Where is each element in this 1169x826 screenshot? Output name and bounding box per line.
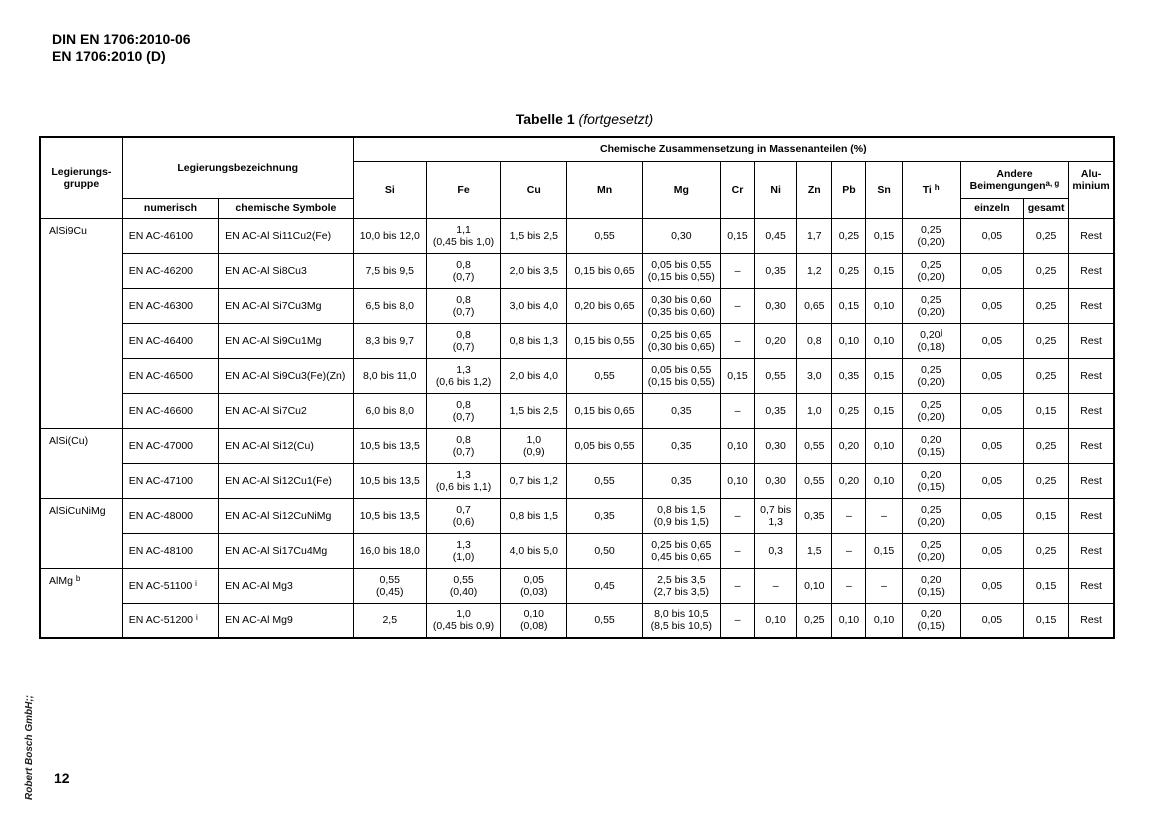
cell-pb: – — [832, 498, 866, 533]
cell-sn: 0,15 — [866, 253, 902, 288]
cell-gesamt: 0,25 — [1024, 463, 1069, 498]
cell-numerisch: EN AC-48000 — [122, 498, 218, 533]
cell-fe: 1,3 (1,0) — [426, 533, 500, 568]
cell-mg: 0,35 — [642, 463, 720, 498]
header-fe: Fe — [426, 161, 500, 218]
header-chemische-zusammensetzung: Chemische Zusammensetzung in Massenanteilen (%) — [353, 137, 1114, 161]
cell-mg: 8,0 bis 10,5 (8,5 bis 10,5) — [642, 603, 720, 638]
cell-mg: 0,30 bis 0,60 (0,35 bis 0,60) — [642, 288, 720, 323]
cell-al: Rest — [1069, 218, 1114, 253]
cell-einzeln: 0,05 — [960, 463, 1023, 498]
cell-al: Rest — [1069, 358, 1114, 393]
cell-ni: 0,3 — [755, 533, 797, 568]
cell-cr: – — [720, 288, 754, 323]
cell-einzeln: 0,05 — [960, 428, 1023, 463]
cell-mg: 0,25 bis 0,65 (0,30 bis 0,65) — [642, 323, 720, 358]
cell-zn: 1,0 — [797, 393, 832, 428]
header-andere-beimengungen: Andere Beimengungen$^{a, g}$ — [960, 161, 1068, 198]
cell-mg: 2,5 bis 3,5 (2,7 bis 3,5) — [642, 568, 720, 603]
cell-cu: 1,5 bis 2,5 — [501, 218, 567, 253]
cell-einzeln: 0,05 — [960, 218, 1023, 253]
header-aluminium: Alu-minium — [1069, 161, 1114, 218]
cell-pb: 0,25 — [832, 218, 866, 253]
cell-si: 10,5 bis 13,5 — [353, 428, 426, 463]
cell-mn: 0,15 bis 0,65 — [567, 393, 642, 428]
cell-cu: 2,0 bis 4,0 — [501, 358, 567, 393]
cell-einzeln: 0,05 — [960, 498, 1023, 533]
table-row — [40, 323, 1114, 358]
cell-zn: 0,10 — [797, 568, 832, 603]
cell-ti: 0,25 (0,20) — [902, 218, 960, 253]
cell-cu: 0,8 bis 1,3 — [501, 323, 567, 358]
document-header — [52, 31, 191, 65]
header-cu: Cu — [501, 161, 567, 218]
cell-fe: 0,8 (0,7) — [426, 323, 500, 358]
cell-einzeln: 0,05 — [960, 568, 1023, 603]
cell-cu: 2,0 bis 3,5 — [501, 253, 567, 288]
cell-numerisch: EN AC-48100 — [122, 533, 218, 568]
cell-si: 7,5 bis 9,5 — [353, 253, 426, 288]
cell-cr: 0,10 — [720, 463, 754, 498]
cell-gesamt: 0,15 — [1024, 568, 1069, 603]
cell-si: 8,0 bis 11,0 — [353, 358, 426, 393]
table-caption — [0, 111, 1169, 127]
header-numerisch: numerisch — [122, 198, 218, 218]
cell-sn: 0,10 — [866, 288, 902, 323]
cell-mn: 0,50 — [567, 533, 642, 568]
cell-ti: 0,20 (0,15) — [902, 463, 960, 498]
header-ti: Ti $^h$ — [902, 161, 960, 218]
cell-einzeln: 0,05 — [960, 533, 1023, 568]
cell-cr: 0,10 — [720, 428, 754, 463]
cell-ti: 0,20$^j$ (0,18) — [902, 323, 960, 358]
cell-cu: 1,0 (0,9) — [501, 428, 567, 463]
cell-numerisch: EN AC-46100 — [122, 218, 218, 253]
cell-zn: 1,7 — [797, 218, 832, 253]
cell-chemische-symbole: EN AC-Al Si12Cu1(Fe) — [219, 463, 354, 498]
cell-al: Rest — [1069, 463, 1114, 498]
cell-al: Rest — [1069, 568, 1114, 603]
cell-al: Rest — [1069, 253, 1114, 288]
cell-chemische-symbole: EN AC-Al Mg9 — [219, 603, 354, 638]
cell-legierungsgruppe: AlMg $^b$ — [40, 568, 122, 638]
cell-mn: 0,55 — [567, 603, 642, 638]
cell-chemische-symbole: EN AC-Al Si8Cu3 — [219, 253, 354, 288]
header-zn: Zn — [797, 161, 832, 218]
cell-legierungsgruppe: AlSi(Cu) — [40, 428, 122, 498]
cell-mg: 0,8 bis 1,5 (0,9 bis 1,5) — [642, 498, 720, 533]
cell-cu: 3,0 bis 4,0 — [501, 288, 567, 323]
cell-chemische-symbole: EN AC-Al Si9Cu3(Fe)(Zn) — [219, 358, 354, 393]
cell-pb: 0,35 — [832, 358, 866, 393]
cell-al: Rest — [1069, 603, 1114, 638]
cell-si: 6,5 bis 8,0 — [353, 288, 426, 323]
cell-cr: – — [720, 393, 754, 428]
cell-al: Rest — [1069, 323, 1114, 358]
cell-al: Rest — [1069, 498, 1114, 533]
cell-mn: 0,45 — [567, 568, 642, 603]
cell-cr: – — [720, 568, 754, 603]
cell-sn: – — [866, 568, 902, 603]
cell-sn: 0,15 — [866, 218, 902, 253]
table-row — [40, 533, 1114, 568]
cell-sn: 0,10 — [866, 323, 902, 358]
cell-fe: 1,0 (0,45 bis 0,9) — [426, 603, 500, 638]
cell-gesamt: 0,25 — [1024, 218, 1069, 253]
cell-zn: 1,5 — [797, 533, 832, 568]
cell-cr: – — [720, 323, 754, 358]
cell-gesamt: 0,25 — [1024, 533, 1069, 568]
cell-sn: 0,15 — [866, 358, 902, 393]
cell-legierungsgruppe: AlSi9Cu — [40, 218, 122, 428]
cell-chemische-symbole: EN AC-Al Mg3 — [219, 568, 354, 603]
cell-chemische-symbole: EN AC-Al Si12CuNiMg — [219, 498, 354, 533]
cell-mn: 0,35 — [567, 498, 642, 533]
cell-si: 16,0 bis 18,0 — [353, 533, 426, 568]
header-gruppe: Legierungs-gruppe — [40, 137, 122, 218]
cell-gesamt: 0,15 — [1024, 498, 1069, 533]
cell-zn: 3,0 — [797, 358, 832, 393]
cell-ni: 0,30 — [755, 428, 797, 463]
cell-numerisch: EN AC-46200 — [122, 253, 218, 288]
cell-si: 10,5 bis 13,5 — [353, 498, 426, 533]
cell-chemische-symbole: EN AC-Al Si12(Cu) — [219, 428, 354, 463]
side-watermark: Robert Bosch GmbH;; — [24, 695, 35, 800]
cell-gesamt: 0,25 — [1024, 253, 1069, 288]
cell-si: 2,5 — [353, 603, 426, 638]
cell-zn: 1,2 — [797, 253, 832, 288]
cell-ti: 0,25 (0,20) — [902, 393, 960, 428]
cell-numerisch: EN AC-46400 — [122, 323, 218, 358]
cell-zn: 0,65 — [797, 288, 832, 323]
cell-si: 6,0 bis 8,0 — [353, 393, 426, 428]
cell-ni: 0,55 — [755, 358, 797, 393]
header-cr: Cr — [720, 161, 754, 218]
cell-ti: 0,20 (0,15) — [902, 568, 960, 603]
cell-ti: 0,25 (0,20) — [902, 533, 960, 568]
cell-sn: 0,10 — [866, 463, 902, 498]
cell-mn: 0,20 bis 0,65 — [567, 288, 642, 323]
cell-pb: 0,20 — [832, 463, 866, 498]
header-mg: Mg — [642, 161, 720, 218]
cell-numerisch: EN AC-51100 $^i$ — [122, 568, 218, 603]
cell-fe: 0,55 (0,40) — [426, 568, 500, 603]
cell-ti: 0,20 (0,15) — [902, 428, 960, 463]
cell-ni: 0,35 — [755, 393, 797, 428]
cell-sn: 0,15 — [866, 533, 902, 568]
cell-mg: 0,05 bis 0,55 (0,15 bis 0,55) — [642, 358, 720, 393]
cell-cr: – — [720, 498, 754, 533]
cell-pb: 0,25 — [832, 253, 866, 288]
cell-pb: 0,10 — [832, 603, 866, 638]
cell-sn: 0,10 — [866, 428, 902, 463]
cell-mg: 0,05 bis 0,55 (0,15 bis 0,55) — [642, 253, 720, 288]
header-einzeln: einzeln — [960, 198, 1023, 218]
table-row — [40, 603, 1114, 638]
cell-ti: 0,25 (0,20) — [902, 253, 960, 288]
standard-id: DIN EN 1706:2010-06 — [52, 31, 191, 47]
header-si: Si — [353, 161, 426, 218]
cell-cu: 4,0 bis 5,0 — [501, 533, 567, 568]
cell-chemische-symbole: EN AC-Al Si11Cu2(Fe) — [219, 218, 354, 253]
header-sn: Sn — [866, 161, 902, 218]
cell-zn: 0,55 — [797, 428, 832, 463]
cell-al: Rest — [1069, 393, 1114, 428]
cell-al: Rest — [1069, 533, 1114, 568]
cell-fe: 1,3 (0,6 bis 1,1) — [426, 463, 500, 498]
cell-mn: 0,55 — [567, 463, 642, 498]
table-continued-note: (fortgesetzt) — [578, 111, 654, 127]
cell-ni: – — [755, 568, 797, 603]
cell-chemische-symbole: EN AC-Al Si17Cu4Mg — [219, 533, 354, 568]
cell-fe: 1,1 (0,45 bis 1,0) — [426, 218, 500, 253]
cell-gesamt: 0,25 — [1024, 288, 1069, 323]
cell-zn: 0,55 — [797, 463, 832, 498]
table-row — [40, 498, 1114, 533]
cell-ni: 0,30 — [755, 288, 797, 323]
cell-cu: 0,8 bis 1,5 — [501, 498, 567, 533]
cell-ti: 0,25 (0,20) — [902, 288, 960, 323]
table-row — [40, 568, 1114, 603]
cell-ti: 0,25 (0,20) — [902, 498, 960, 533]
cell-numerisch: EN AC-47000 — [122, 428, 218, 463]
cell-gesamt: 0,15 — [1024, 603, 1069, 638]
cell-pb: 0,25 — [832, 393, 866, 428]
cell-fe: 0,7 (0,6) — [426, 498, 500, 533]
cell-pb: 0,20 — [832, 428, 866, 463]
cell-numerisch: EN AC-47100 — [122, 463, 218, 498]
cell-fe: 0,8 (0,7) — [426, 288, 500, 323]
page-number: 12 — [54, 770, 70, 786]
cell-ti: 0,20 (0,15) — [902, 603, 960, 638]
composition-table — [39, 136, 1115, 639]
cell-mg: 0,30 — [642, 218, 720, 253]
cell-gesamt: 0,15 — [1024, 393, 1069, 428]
cell-gesamt: 0,25 — [1024, 358, 1069, 393]
cell-pb: 0,10 — [832, 323, 866, 358]
cell-si: 8,3 bis 9,7 — [353, 323, 426, 358]
cell-si: 10,0 bis 12,0 — [353, 218, 426, 253]
table-title: Tabelle 1 — [515, 111, 575, 127]
cell-sn: – — [866, 498, 902, 533]
cell-sn: 0,15 — [866, 393, 902, 428]
cell-numerisch: EN AC-51200 $^i$ — [122, 603, 218, 638]
cell-ti: 0,25 (0,20) — [902, 358, 960, 393]
header-chemische-symbole: chemische Symbole — [219, 198, 354, 218]
cell-ni: 0,10 — [755, 603, 797, 638]
cell-pb: 0,15 — [832, 288, 866, 323]
cell-fe: 0,8 (0,7) — [426, 393, 500, 428]
cell-ni: 0,45 — [755, 218, 797, 253]
cell-einzeln: 0,05 — [960, 253, 1023, 288]
cell-numerisch: EN AC-46600 — [122, 393, 218, 428]
cell-fe: 0,8 (0,7) — [426, 253, 500, 288]
cell-si: 10,5 bis 13,5 — [353, 463, 426, 498]
cell-pb: – — [832, 568, 866, 603]
cell-gesamt: 0,25 — [1024, 428, 1069, 463]
cell-ni: 0,35 — [755, 253, 797, 288]
cell-cr: 0,15 — [720, 358, 754, 393]
cell-mn: 0,15 bis 0,65 — [567, 253, 642, 288]
cell-einzeln: 0,05 — [960, 323, 1023, 358]
cell-einzeln: 0,05 — [960, 358, 1023, 393]
cell-zn: 0,25 — [797, 603, 832, 638]
cell-cu: 0,05 (0,03) — [501, 568, 567, 603]
table-row — [40, 393, 1114, 428]
cell-mn: 0,55 — [567, 218, 642, 253]
cell-zn: 0,35 — [797, 498, 832, 533]
header-bezeichnung: Legierungsbezeichnung — [122, 137, 353, 198]
cell-numerisch: EN AC-46500 — [122, 358, 218, 393]
cell-mg: 0,25 bis 0,65 0,45 bis 0,65 — [642, 533, 720, 568]
cell-cu: 0,10 (0,08) — [501, 603, 567, 638]
table-row — [40, 288, 1114, 323]
table-row — [40, 463, 1114, 498]
table-row — [40, 428, 1114, 463]
cell-fe: 1,3 (0,6 bis 1,2) — [426, 358, 500, 393]
cell-cr: 0,15 — [720, 218, 754, 253]
cell-zn: 0,8 — [797, 323, 832, 358]
header-ni: Ni — [755, 161, 797, 218]
cell-cu: 1,5 bis 2,5 — [501, 393, 567, 428]
cell-einzeln: 0,05 — [960, 288, 1023, 323]
cell-mn: 0,05 bis 0,55 — [567, 428, 642, 463]
table-row — [40, 253, 1114, 288]
cell-einzeln: 0,05 — [960, 393, 1023, 428]
cell-al: Rest — [1069, 428, 1114, 463]
cell-fe: 0,8 (0,7) — [426, 428, 500, 463]
cell-gesamt: 0,25 — [1024, 323, 1069, 358]
cell-cr: – — [720, 253, 754, 288]
cell-ni: 0,20 — [755, 323, 797, 358]
cell-mg: 0,35 — [642, 393, 720, 428]
standard-id-en: EN 1706:2010 (D) — [52, 48, 166, 64]
cell-mg: 0,35 — [642, 428, 720, 463]
table-row — [40, 218, 1114, 253]
cell-si: 0,55 (0,45) — [353, 568, 426, 603]
cell-ni: 0,7 bis 1,3 — [755, 498, 797, 533]
cell-cu: 0,7 bis 1,2 — [501, 463, 567, 498]
cell-numerisch: EN AC-46300 — [122, 288, 218, 323]
cell-chemische-symbole: EN AC-Al Si9Cu1Mg — [219, 323, 354, 358]
cell-chemische-symbole: EN AC-Al Si7Cu3Mg — [219, 288, 354, 323]
header-gesamt: gesamt — [1024, 198, 1069, 218]
cell-pb: – — [832, 533, 866, 568]
table-row — [40, 358, 1114, 393]
cell-cr: – — [720, 603, 754, 638]
cell-ni: 0,30 — [755, 463, 797, 498]
cell-mn: 0,15 bis 0,55 — [567, 323, 642, 358]
cell-mn: 0,55 — [567, 358, 642, 393]
cell-al: Rest — [1069, 288, 1114, 323]
cell-einzeln: 0,05 — [960, 603, 1023, 638]
header-pb: Pb — [832, 161, 866, 218]
cell-legierungsgruppe: AlSiCuNiMg — [40, 498, 122, 568]
header-mn: Mn — [567, 161, 642, 218]
cell-cr: – — [720, 533, 754, 568]
cell-sn: 0,10 — [866, 603, 902, 638]
cell-chemische-symbole: EN AC-Al Si7Cu2 — [219, 393, 354, 428]
